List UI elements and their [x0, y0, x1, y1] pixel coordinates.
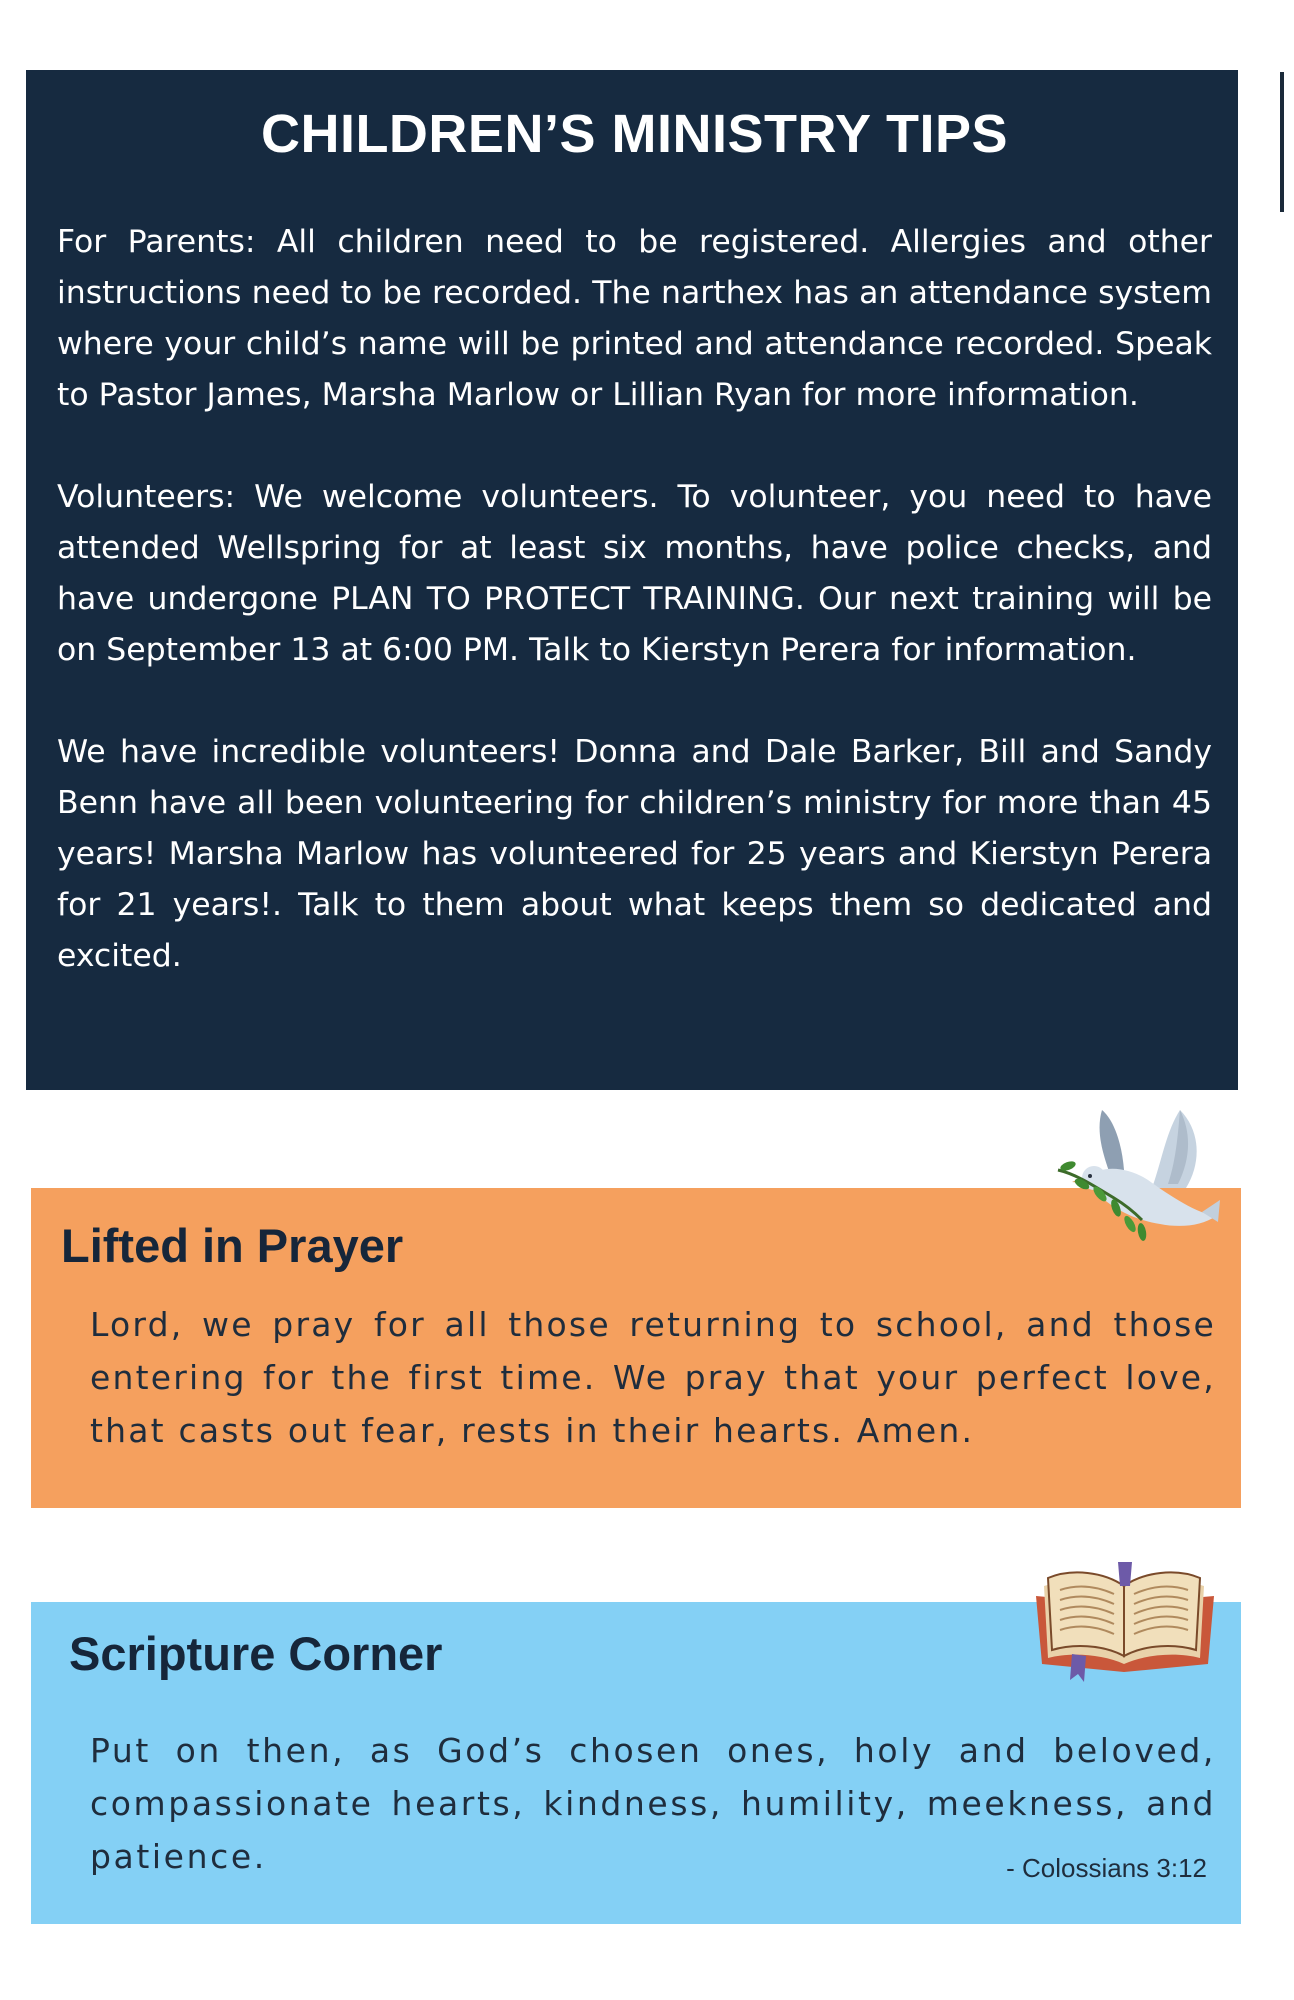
open-bible-icon: [1030, 1556, 1220, 1686]
tips-incredible-volunteers-paragraph: We have incredible volunteers! Donna and Dale Barker, Bill and Sandy Benn have all been volunteering for children’s ministry for more than 45 years! Marsha Marlow has volunteered for 25 years and Kierstyn Perera for 21 years!. Talk to them about what keeps them so dedicated and excited.: [57, 734, 1212, 974]
tips-volunteers-paragraph: Volunteers: We welcome volunteers. To volunteer, you need to have attended Wellspring for at least six months, have police checks, and have undergone PLAN TO PROTECT TRAINING. Our next training will be on September 13 at 6:00 PM. Talk to Kierstyn Perera for information.: [57, 479, 1212, 668]
dove-with-olive-branch-icon: [1052, 1104, 1222, 1264]
scripture-reference: - Colossians 3:12: [1006, 1853, 1207, 1883]
prayer-title: Lifted in Prayer: [61, 1219, 404, 1272]
tips-parents-paragraph: For Parents: All children need to be registered. Allergies and other instructions need to be recorded. The narthex has an attendance system where your child’s name will be printed and attendance recorded. Speak to Pastor James, Marsha Marlow or Lillian Ryan for more information.: [57, 224, 1212, 413]
prayer-text: Lord, we pray for all those returning to school, and those entering for the first time. We pray that your perfect love, that casts out fear, rests in their hearts. Amen.: [90, 1305, 1216, 1450]
tips-title: CHILDREN’S MINISTRY TIPS: [260, 104, 1009, 164]
scripture-title: Scripture Corner: [69, 1627, 443, 1680]
page-edge-divider: [1280, 72, 1284, 212]
scripture-verse-text: Put on then, as God’s chosen ones, holy and beloved, compassionate hearts, kindness, humility, meekness, and patience.: [90, 1731, 1216, 1876]
childrens-ministry-tips-section: [26, 70, 1238, 1090]
